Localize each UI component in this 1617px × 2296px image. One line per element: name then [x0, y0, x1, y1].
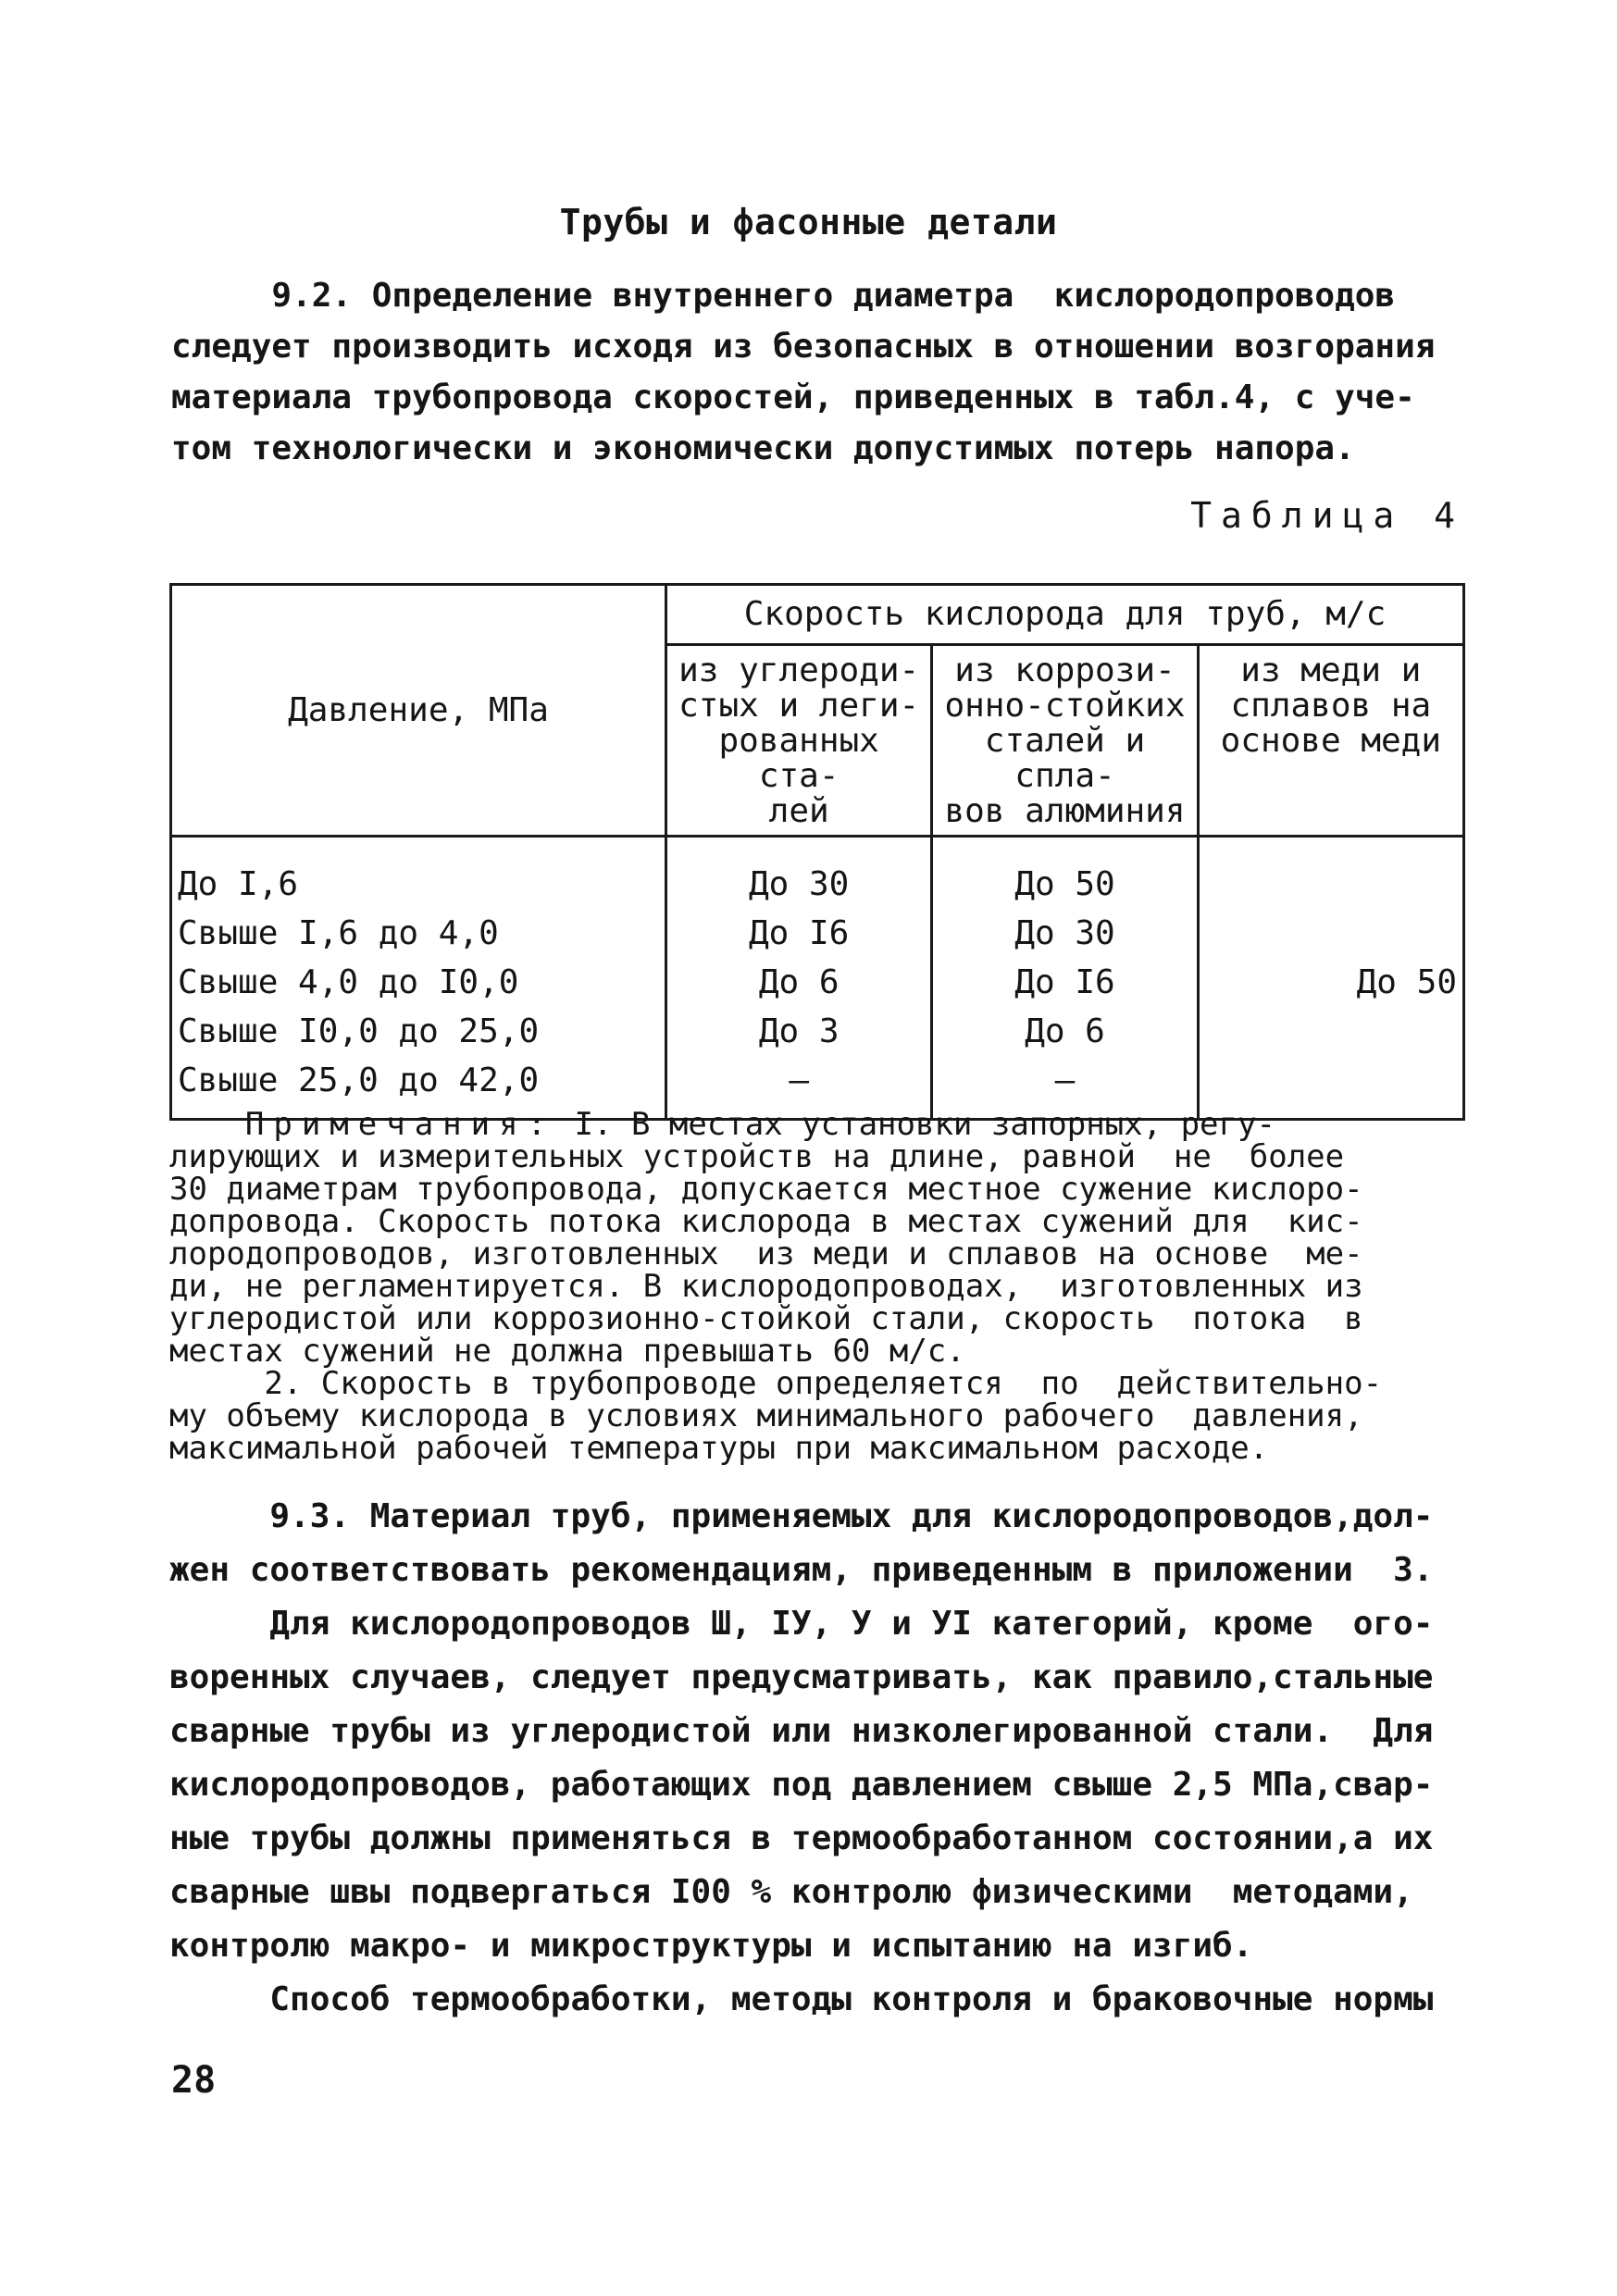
text-line: следует производить исходя из безопасных в отношении возгорания: [171, 328, 1436, 366]
text-line: 9.3. Материал труб, применяемых для кислородопроводов,дол-: [169, 1497, 1434, 1535]
text-line: контролю макро- и микроструктуры и испытанию на изгиб.: [169, 1927, 1253, 1965]
text-line: жен соответствовать рекомендациям, приведенным в приложении 3.: [169, 1551, 1434, 1589]
header-corrosion-resistant: [932, 645, 1198, 837]
text-line: ные трубы должны применяться в термообработанном состоянии,а их: [169, 1819, 1434, 1857]
text-line: том технологически и экономически допустимых потерь напора.: [171, 429, 1355, 467]
pressure-column: [171, 837, 666, 1120]
text-line: воренных случаев, следует предусматривать, как правило,стальные: [169, 1658, 1434, 1696]
corrosion-resistant-column: [932, 837, 1198, 1120]
notes-first-line: [169, 1109, 1467, 1141]
copper-value: До 50: [1356, 962, 1457, 1001]
corrosion-resistant-values: До 50 До 30 До I6 До 6 –: [1014, 865, 1115, 1099]
table-caption: Таблица 4: [1190, 495, 1464, 536]
header-corrosion-resistant-text: из коррози- онно-стойких сталей и спла- вов алюминия: [944, 652, 1186, 830]
text-line: 9.2. Определение внутреннего диаметра кислородопроводов: [171, 277, 1396, 315]
note-line: му объему кислорода в условиях минимального рабочего давления,: [169, 1400, 1363, 1433]
header-copper: [1198, 645, 1463, 837]
text-line: сварные трубы из углеродистой или низколегированной стали. Для: [169, 1712, 1434, 1750]
copper-column: [1198, 837, 1463, 1120]
note-line: ди, не регламентируется. В кислородопроводах, изготовленных из: [169, 1271, 1363, 1303]
note-line: углеродистой или коррозионно-стойкой стали, скорость потока в: [169, 1303, 1363, 1335]
text-line: кислородопроводов, работающих под давлением свыше 2,5 МПа,свар-: [169, 1766, 1434, 1804]
paragraph-9-2: [171, 270, 1462, 474]
pressure-values: До I,6 Свыше I,6 до 4,0 Свыше 4,0 до I0,0 Свыше I0,0 до 25,0 Свыше 25,0 до 42,0: [178, 865, 540, 1099]
header-carbon-steel: [666, 645, 932, 837]
header-copper-text: из меди и сплавов на основе меди: [1220, 652, 1442, 760]
header-pressure: Давление, МПа: [171, 585, 666, 837]
text-line: материала трубопровода скоростей, приведенных в табл.4, с уче-: [171, 379, 1415, 416]
note-line: 2. Скорость в трубопроводе определяется по действительно-: [169, 1368, 1383, 1400]
text-line: Способ термообработки, методы контроля и браковочные нормы: [169, 1980, 1434, 2018]
note-line: допровода. Скорость потока кислорода в местах сужений для кис-: [169, 1206, 1363, 1238]
note-line: лирующих и измерительных устройств на длине, равной не более: [169, 1141, 1345, 1173]
note-text: I. В местах установки запорных, регу-: [555, 1109, 1275, 1141]
header-carbon-steel-text: из углероди- стых и леги- рованных ста- лей: [678, 652, 920, 830]
section-heading: Трубы и фасонные детали: [559, 202, 1058, 242]
note-line: 30 диаметрам трубопровода, допускается местное сужение кислоро-: [169, 1173, 1363, 1206]
note-line: местах сужений не должна превышать 60 м/с.: [169, 1335, 965, 1368]
table-notes: [169, 1109, 1467, 1465]
note-line: максимальной рабочей температуры при максимальном расходе.: [169, 1433, 1269, 1465]
speed-table: [169, 583, 1465, 1121]
carbon-steel-column: [666, 837, 932, 1120]
text-line: Для кислородопроводов Ш, IУ, У и УI категорий, кроме ого-: [169, 1605, 1434, 1643]
note-line: лородопроводов, изготовленных из меди и сплавов на основе ме-: [169, 1238, 1363, 1271]
paragraph-9-3: [169, 1490, 1467, 2027]
text-line: сварные швы подвергаться I00 % контролю физическими методами,: [169, 1873, 1413, 1911]
notes-label: Примечания:: [244, 1109, 556, 1141]
header-oxygen-speed: Скорость кислорода для труб, м/с: [666, 585, 1464, 645]
carbon-steel-values: До 30 До I6 До 6 До 3 –: [748, 865, 850, 1099]
page-number: 28: [171, 2059, 217, 2102]
